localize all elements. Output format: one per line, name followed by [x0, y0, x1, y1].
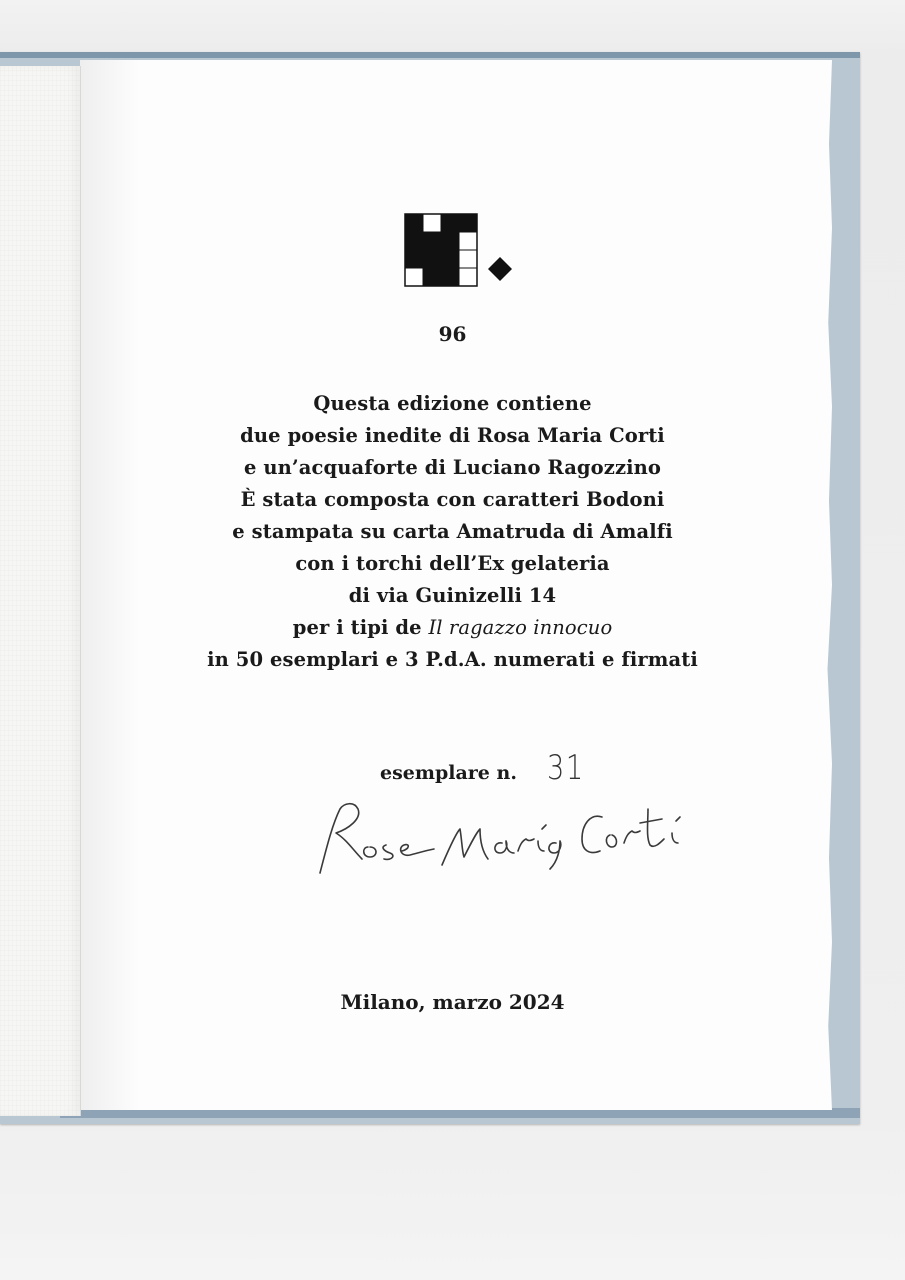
checkerboard-logo-icon [404, 213, 514, 289]
colophon-line: con i torchi dell’Ex gelateria [295, 552, 610, 575]
colophon-line [0, 612, 905, 644]
place-and-date: Milano, marzo 2024 [340, 990, 565, 1014]
colophon-line: di via Guinizelli 14 [348, 584, 557, 607]
cover-top-edge [0, 52, 860, 58]
copy-label: esemplare n. [380, 762, 517, 784]
handwritten-copy-number: 31 [546, 748, 585, 788]
colophon-line: Questa edizione contiene [313, 392, 592, 415]
colophon-line: e un’acquaforte di Luciano Ragozzino [243, 456, 662, 479]
colophon-line: e stampata su carta Amatruda di Amalfi [232, 520, 673, 543]
publisher-prefix: per i tipi de [292, 616, 429, 639]
copy-number-row [380, 744, 594, 788]
handwritten-signature [310, 795, 690, 880]
colophon-text [0, 388, 905, 676]
colophon-line: in 50 esemplari e 3 P.d.A. numerati e firmati [207, 648, 698, 671]
colophon-line: due poesie inedite di Rosa Maria Corti [240, 424, 665, 447]
colophon-line: È stata composta con caratteri Bodoni [240, 488, 665, 511]
edition-number: 96 [438, 322, 467, 346]
publisher-name: Il ragazzo innocuo [428, 616, 613, 639]
